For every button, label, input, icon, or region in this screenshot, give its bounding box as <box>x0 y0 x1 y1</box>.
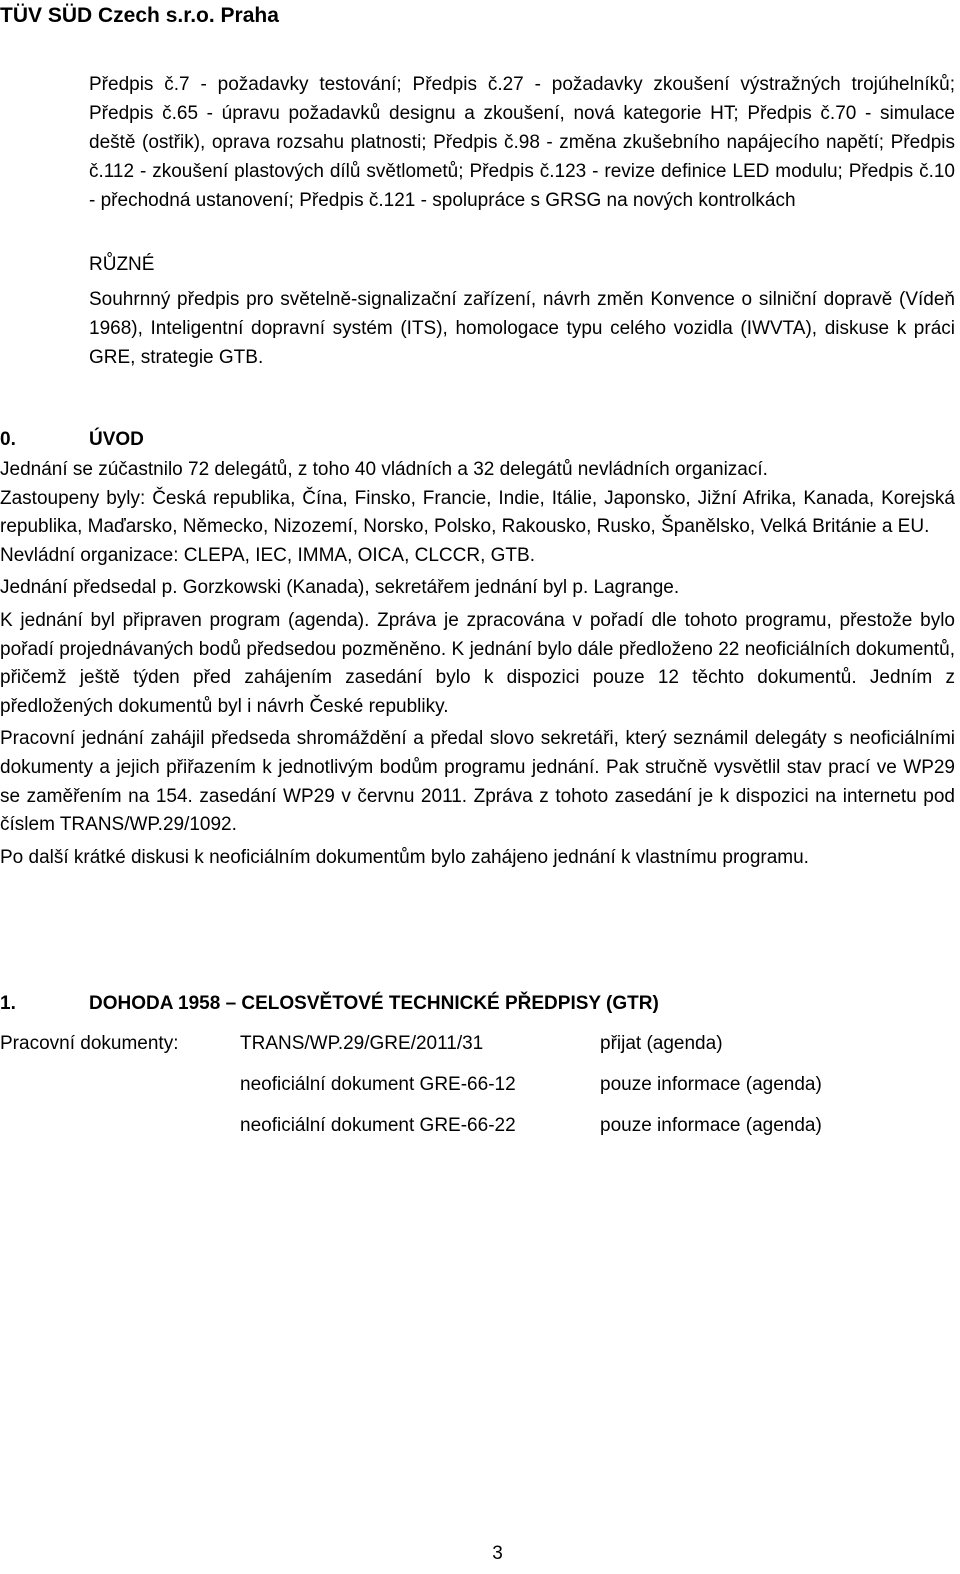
document-row <box>0 1112 955 1153</box>
paragraph-attendance: Jednání se zúčastnilo 72 delegátů, z toho 40 vládních a 32 delegátů nevládních organizací. <box>0 459 768 480</box>
section-1-heading <box>0 990 659 1018</box>
section-0-body <box>0 456 955 872</box>
document-status: pouze informace (agenda) <box>600 1115 822 1136</box>
misc-section-text: Souhrnný předpis pro světelně-signalizační zařízení, návrh změn Konvence o silniční dopravě (Vídeň 1968), Inteligentní dopravní systém (ITS), homologace typu celého vozidla (IWVTA), diskuse k práci GRE, strategie GTB. <box>89 289 955 368</box>
document-header: TÜV SÜD Czech s.r.o. Praha <box>0 4 279 27</box>
section-1-number: 1. <box>0 993 16 1014</box>
regulations-summary: Předpis č.7 - požadavky testování; Předpis č.27 - požadavky zkoušení výstražných trojúhelníků; Předpis č.65 - úpravu požadavků designu a zkoušení, nová kategorie HT; Předpis č.70 - simulace deště (ostřik), oprava rozsahu platnosti; Předpis č.98 - změna zkušebního napájecího napětí; Předpis č.112 - zkoušení plastových dílů světlometů; Předpis č.123 - revize definice LED modulu; Předpis č.10 - přechodná ustanovení; Předpis č.121 - spolupráce s GRSG na nových kontrolkách <box>89 74 955 211</box>
working-documents-label: Pracovní dokumenty: <box>0 1033 179 1054</box>
document-status: pouze informace (agenda) <box>600 1074 822 1095</box>
paragraph-countries: Zastoupeny byly: Česká republika, Čína, Finsko, Francie, Indie, Itálie, Japonsko, Jižní Afrika, Kanada, Korejská republika, Maďarsko, Německo, Nizozemí, Norsko, Polsko, Rakousko, Rusko, Španělsko, Velká Británie a EU. <box>0 487 955 538</box>
section-0-number: 0. <box>0 429 16 450</box>
misc-section-title: RŮZNÉ <box>89 254 155 275</box>
paragraph-discussion: Po další krátké diskusi k neoficiálním dokumentům bylo zahájeno jednání k vlastnímu programu. <box>0 846 809 868</box>
document-id: neoficiální dokument GRE-66-12 <box>240 1074 516 1095</box>
document-row <box>0 1030 955 1071</box>
page-number: 3 <box>492 1543 503 1564</box>
document-status: přijat (agenda) <box>600 1033 723 1054</box>
document-row <box>0 1071 955 1112</box>
document-id: TRANS/WP.29/GRE/2011/31 <box>240 1033 484 1054</box>
paragraph-chair: Jednání předsedal p. Gorzkowski (Kanada), sekretářem jednání byl p. Lagrange. <box>0 577 680 599</box>
working-documents-list <box>0 1030 955 1153</box>
document-id: neoficiální dokument GRE-66-22 <box>240 1115 516 1136</box>
paragraph-ngos: Nevládní organizace: CLEPA, IEC, IMMA, OICA, CLCCR, GTB. <box>0 544 535 566</box>
section-0-heading <box>0 426 144 454</box>
paragraph-opening: Pracovní jednání zahájil předseda shromáždění a předal slovo sekretáři, který seznámil delegáty s neoficiálními dokumenty a jejich přiřazením k jednotlivým bodům programu jednání. Pak stručně vysvětlil stav prací ve WP29 se zaměřením na 154. zasedání WP29 v červnu 2011. Zpráva z tohoto zasedání je k dispozici na internetu pod číslem TRANS/WP.29/1092. <box>0 728 955 836</box>
section-0-title: ÚVOD <box>89 429 144 450</box>
paragraph-agenda: K jednání byl připraven program (agenda). Zpráva je zpracována v pořadí dle tohoto programu, přestože bylo pořadí projednávaných bodů předsedou pozměněno. K jednání bylo dále předloženo 22 neoficiálních dokumentů, přičemž ještě týden před zahájením zasedání bylo k dispozici pouze 12 těchto dokumentů. Jedním z předložených dokumentů byl i návrh České republiky. <box>0 609 955 717</box>
section-1-title: DOHODA 1958 – CELOSVĚTOVÉ TECHNICKÉ PŘEDPISY (GTR) <box>89 993 659 1014</box>
